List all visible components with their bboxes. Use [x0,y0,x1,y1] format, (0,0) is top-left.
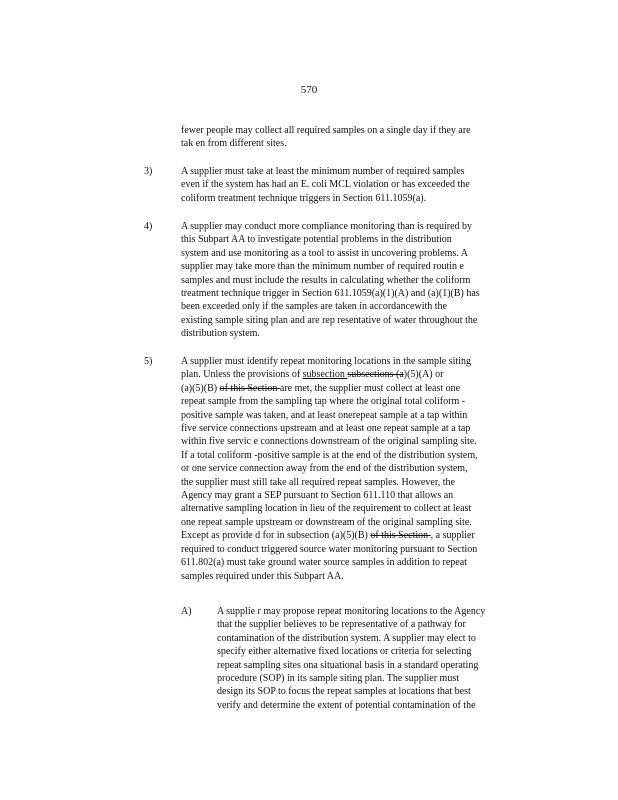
text-line: one repeat sample upstream or downstream of the original sampling site. [181,516,472,528]
text-line [181,368,535,381]
text-line: fewer people may collect all required samples on a single day if they are [181,125,471,136]
page-number: 570 [300,84,318,96]
deleted-text: subsections (a [347,369,404,381]
text-line [181,382,535,395]
text-line: verify and determine the extent of potential contamination of the [217,699,476,711]
text-line: design its SOP to focus the repeat samples at locations that best [217,686,471,698]
text-line: that the supplier believes to be representative of a pathway for [217,619,466,631]
text-line: this Subpart AA to investigate potential problems in the distribution [181,234,452,246]
text-line: contamination of the distribution system. A supplier may elect to [217,632,476,644]
text-line: existing sample siting plan and are rep resentative of water throughout the [181,314,478,326]
text-line: tak en from different sites. [181,138,287,150]
text-run: , a supplier [430,530,475,542]
item-3-label: 3) [144,166,153,177]
text-line: samples and must include the results in calculating whether the coliform [181,274,471,286]
item-4-label: 4) [144,221,153,232]
text-run: (a)(5)(B) [181,382,220,394]
text-run: plan. Unless the provisions of [181,369,303,381]
continuation-paragraph [181,124,530,151]
text-line: samples required under this Subpart AA. [181,570,344,582]
text-line: even if the system has had an E. coli MCL violation or has exceeded the [181,179,470,191]
item-5-paragraph [181,355,535,583]
text-line: 611.802(a) must take ground water source samples in addition to repeat [181,557,467,569]
item-4-paragraph [181,220,537,341]
text-line: A supplie r may propose repeat monitoring locations to the Agency [217,606,486,617]
item-5-label: 5) [144,356,153,367]
text-line: procedure (SOP) in its sample siting plan. The supplier must [217,673,460,685]
text-line: Agency may grant a SEP pursuant to Section 611.110 that allows an [181,490,454,502]
text-line [181,529,535,542]
text-line: required to conduct triggered source water monitoring pursuant to Section [181,543,478,555]
text-line: repeat sampling sites ona situational basis in a standard operating [217,659,479,671]
text-line: treatment technique trigger in Section 611.1059(a)(1)(A) and (a)(1)(B) has [181,288,480,300]
text-run: are met, the supplier must collect at least one [279,382,461,394]
text-line: A supplier may conduct more compliance monitoring than is required by [181,221,473,232]
deleted-text: of this Section [370,530,431,542]
text-line: been exceeded only if the samples are taken in accordancewith the [181,301,447,313]
text-line: or one service connection away from the end of the distribution system, [181,463,468,475]
text-line: positive sample was taken, and at least onerepeat sample at a tap within [181,409,468,421]
text-line: five service connections upstream and at least one repeat sample at a tap [181,423,471,435]
subitem-a-label: A) [181,606,192,617]
text-line: the supplier must still take all required repeat samples. However, the [181,476,455,488]
text-line: A supplier must identify repeat monitoring locations in the sample siting [181,356,471,367]
text-run: Except as provide d for in subsection (a)(5)(B) [181,530,371,542]
subitem-a-paragraph [217,605,535,712]
text-line: system and use monitoring as a tool to assist in uncovering problems. A [181,247,468,259]
text-line: alternative sampling location in lieu of the requirement to collect at least [181,503,472,515]
text-line: distribution system. [181,328,260,340]
text-line: If a total coliform -positive sample is at the end of the distribution system, [181,449,478,461]
text-line: coliform treatment technique triggers in Section 611.1059(a). [181,192,427,204]
inserted-text: subsection [302,369,348,381]
text-run: )(5)(A) or [403,369,444,381]
text-line: supplier may take more than the minimum number of required routin e [181,261,464,273]
text-line: within five servic e connections downstream of the original sampling site. [181,436,477,448]
text-line: repeat sample from the sampling tap where the original total coliform - [181,396,466,408]
item-3-paragraph [181,165,530,205]
text-line: A supplier must take at least the minimum number of required samples [181,166,465,177]
deleted-text: of this Section [219,382,280,394]
text-line: specify either alternative fixed locations or criteria for selecting [217,646,472,658]
